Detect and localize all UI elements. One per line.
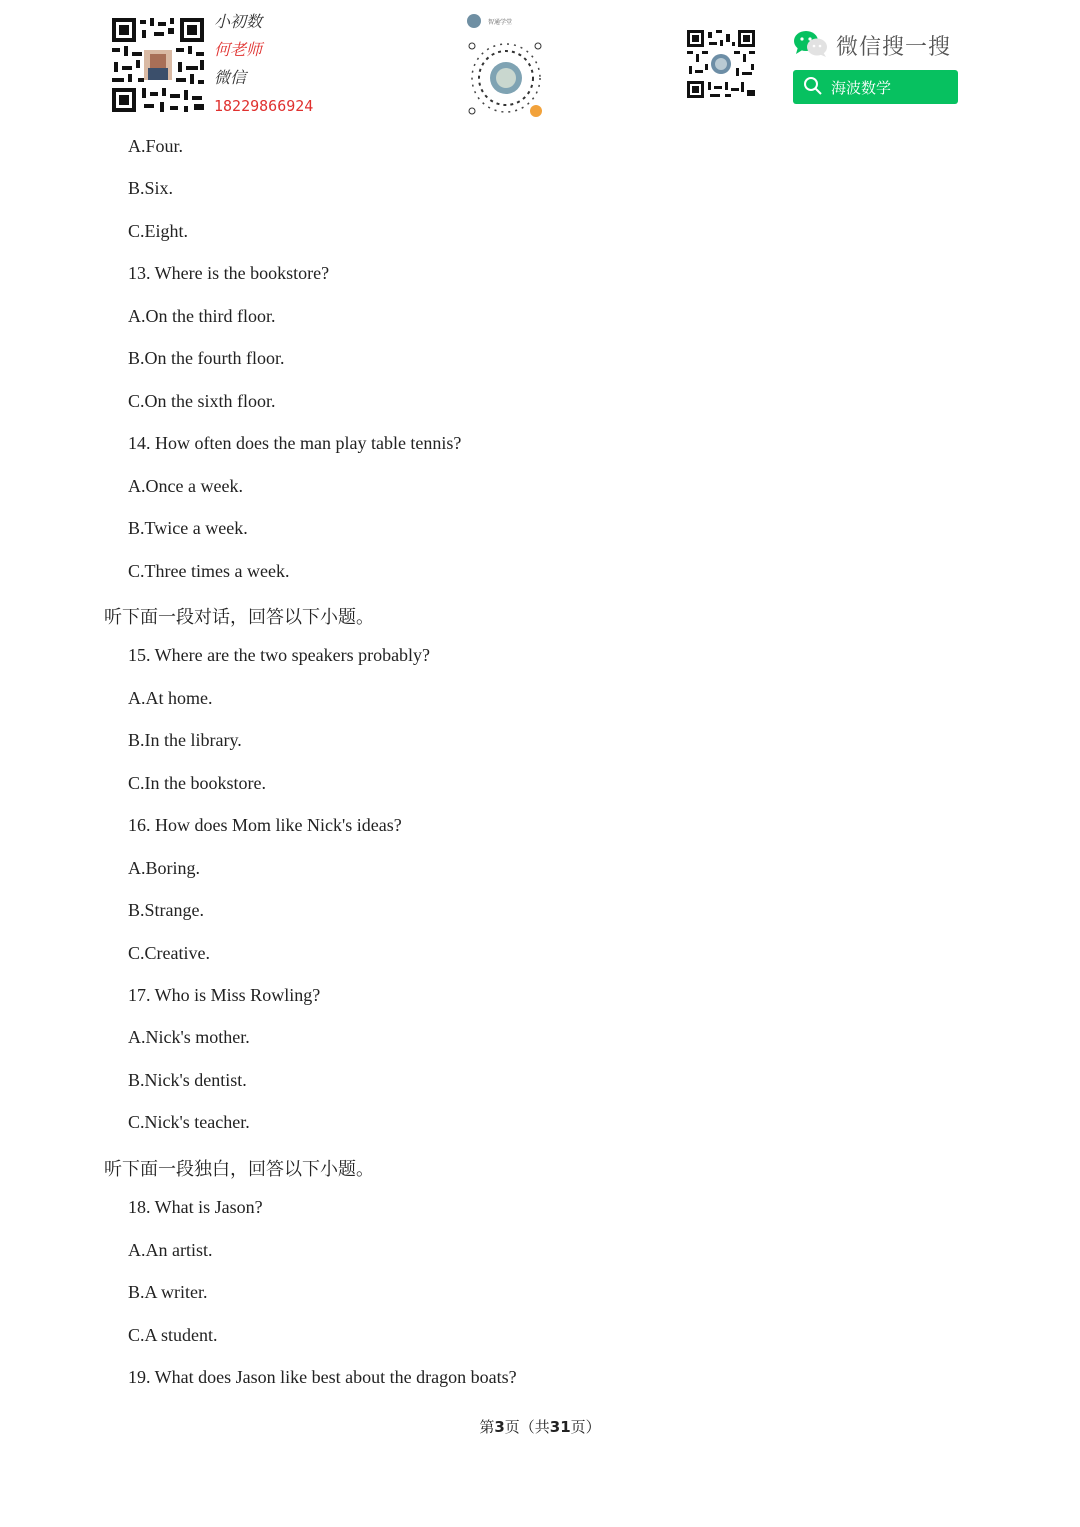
question-text: 19. What does Jason like best about the dragon boats? (128, 1367, 517, 1388)
answer-option: A.An artist. (128, 1239, 213, 1260)
answer-option: A.Boring. (128, 857, 200, 878)
answer-option: C.Nick's teacher. (128, 1112, 250, 1133)
contact-line-3: 微信 (214, 68, 247, 87)
contact-line-2: 何老师 (214, 40, 263, 59)
mini-program-code (464, 14, 544, 120)
answer-option: A.On the third floor. (128, 305, 276, 326)
answer-option: B.Strange. (128, 900, 204, 921)
question-text: 14. How often does the man play table tennis? (128, 433, 462, 454)
answer-option: A.Four. (128, 136, 184, 156)
answer-option: B.Six. (128, 178, 174, 199)
contact-qr-code (110, 16, 206, 114)
search-label: 海波数学 (831, 78, 892, 97)
answer-option: C.Eight. (128, 220, 189, 241)
answer-option: B.In the library. (128, 730, 242, 751)
contact-phone: 18229866924 (214, 97, 314, 115)
question-text: 18. What is Jason? (128, 1197, 263, 1218)
footer-prefix: 第 (479, 1420, 495, 1436)
page-footer (0, 1416, 1080, 1437)
question-text: 16. How does Mom like Nick's ideas? (128, 815, 402, 836)
answer-option: C.Three times a week. (128, 560, 290, 581)
answer-option: A.Once a week. (128, 475, 243, 496)
answer-option: C.On the sixth floor. (128, 390, 276, 411)
answer-option: B.Twice a week. (128, 518, 248, 539)
search-icon (803, 76, 825, 98)
question-text: 13. Where is the bookstore? (128, 263, 330, 284)
footer-total-pages: 31 (549, 1418, 571, 1436)
question-text: 15. Where are the two speakers probably? (128, 645, 431, 666)
answer-option: B.A writer. (128, 1282, 208, 1303)
answer-option: C.In the bookstore. (128, 772, 266, 793)
contact-info (214, 8, 313, 120)
wechat-logo-icon (793, 30, 829, 58)
answer-option: A.At home. (128, 687, 213, 708)
footer-suffix: 页） (570, 1420, 601, 1436)
answer-option: B.Nick's dentist. (128, 1069, 247, 1090)
footer-page-number: 3 (494, 1418, 505, 1436)
section-instruction: 听下面一段对话，回答以下小题。 (104, 606, 374, 627)
search-box[interactable] (793, 70, 958, 104)
footer-middle: 页（共 (504, 1420, 550, 1436)
section-instruction: 听下面一段独白，回答以下小题。 (104, 1158, 374, 1179)
mini-program-label: 智通学堂 (488, 19, 513, 26)
page-header (0, 0, 1080, 125)
answer-option: C.A student. (128, 1324, 218, 1345)
question-text: 17. Who is Miss Rowling? (128, 985, 321, 1005)
search-qr-code (687, 30, 755, 98)
answer-option: C.Creative. (128, 942, 210, 963)
contact-line-1: 小初数 (214, 12, 263, 31)
answer-option: A.Nick's mother. (128, 1027, 250, 1048)
answer-option: B.On the fourth floor. (128, 348, 285, 369)
wechat-search-title: 微信搜一搜 (836, 35, 952, 60)
